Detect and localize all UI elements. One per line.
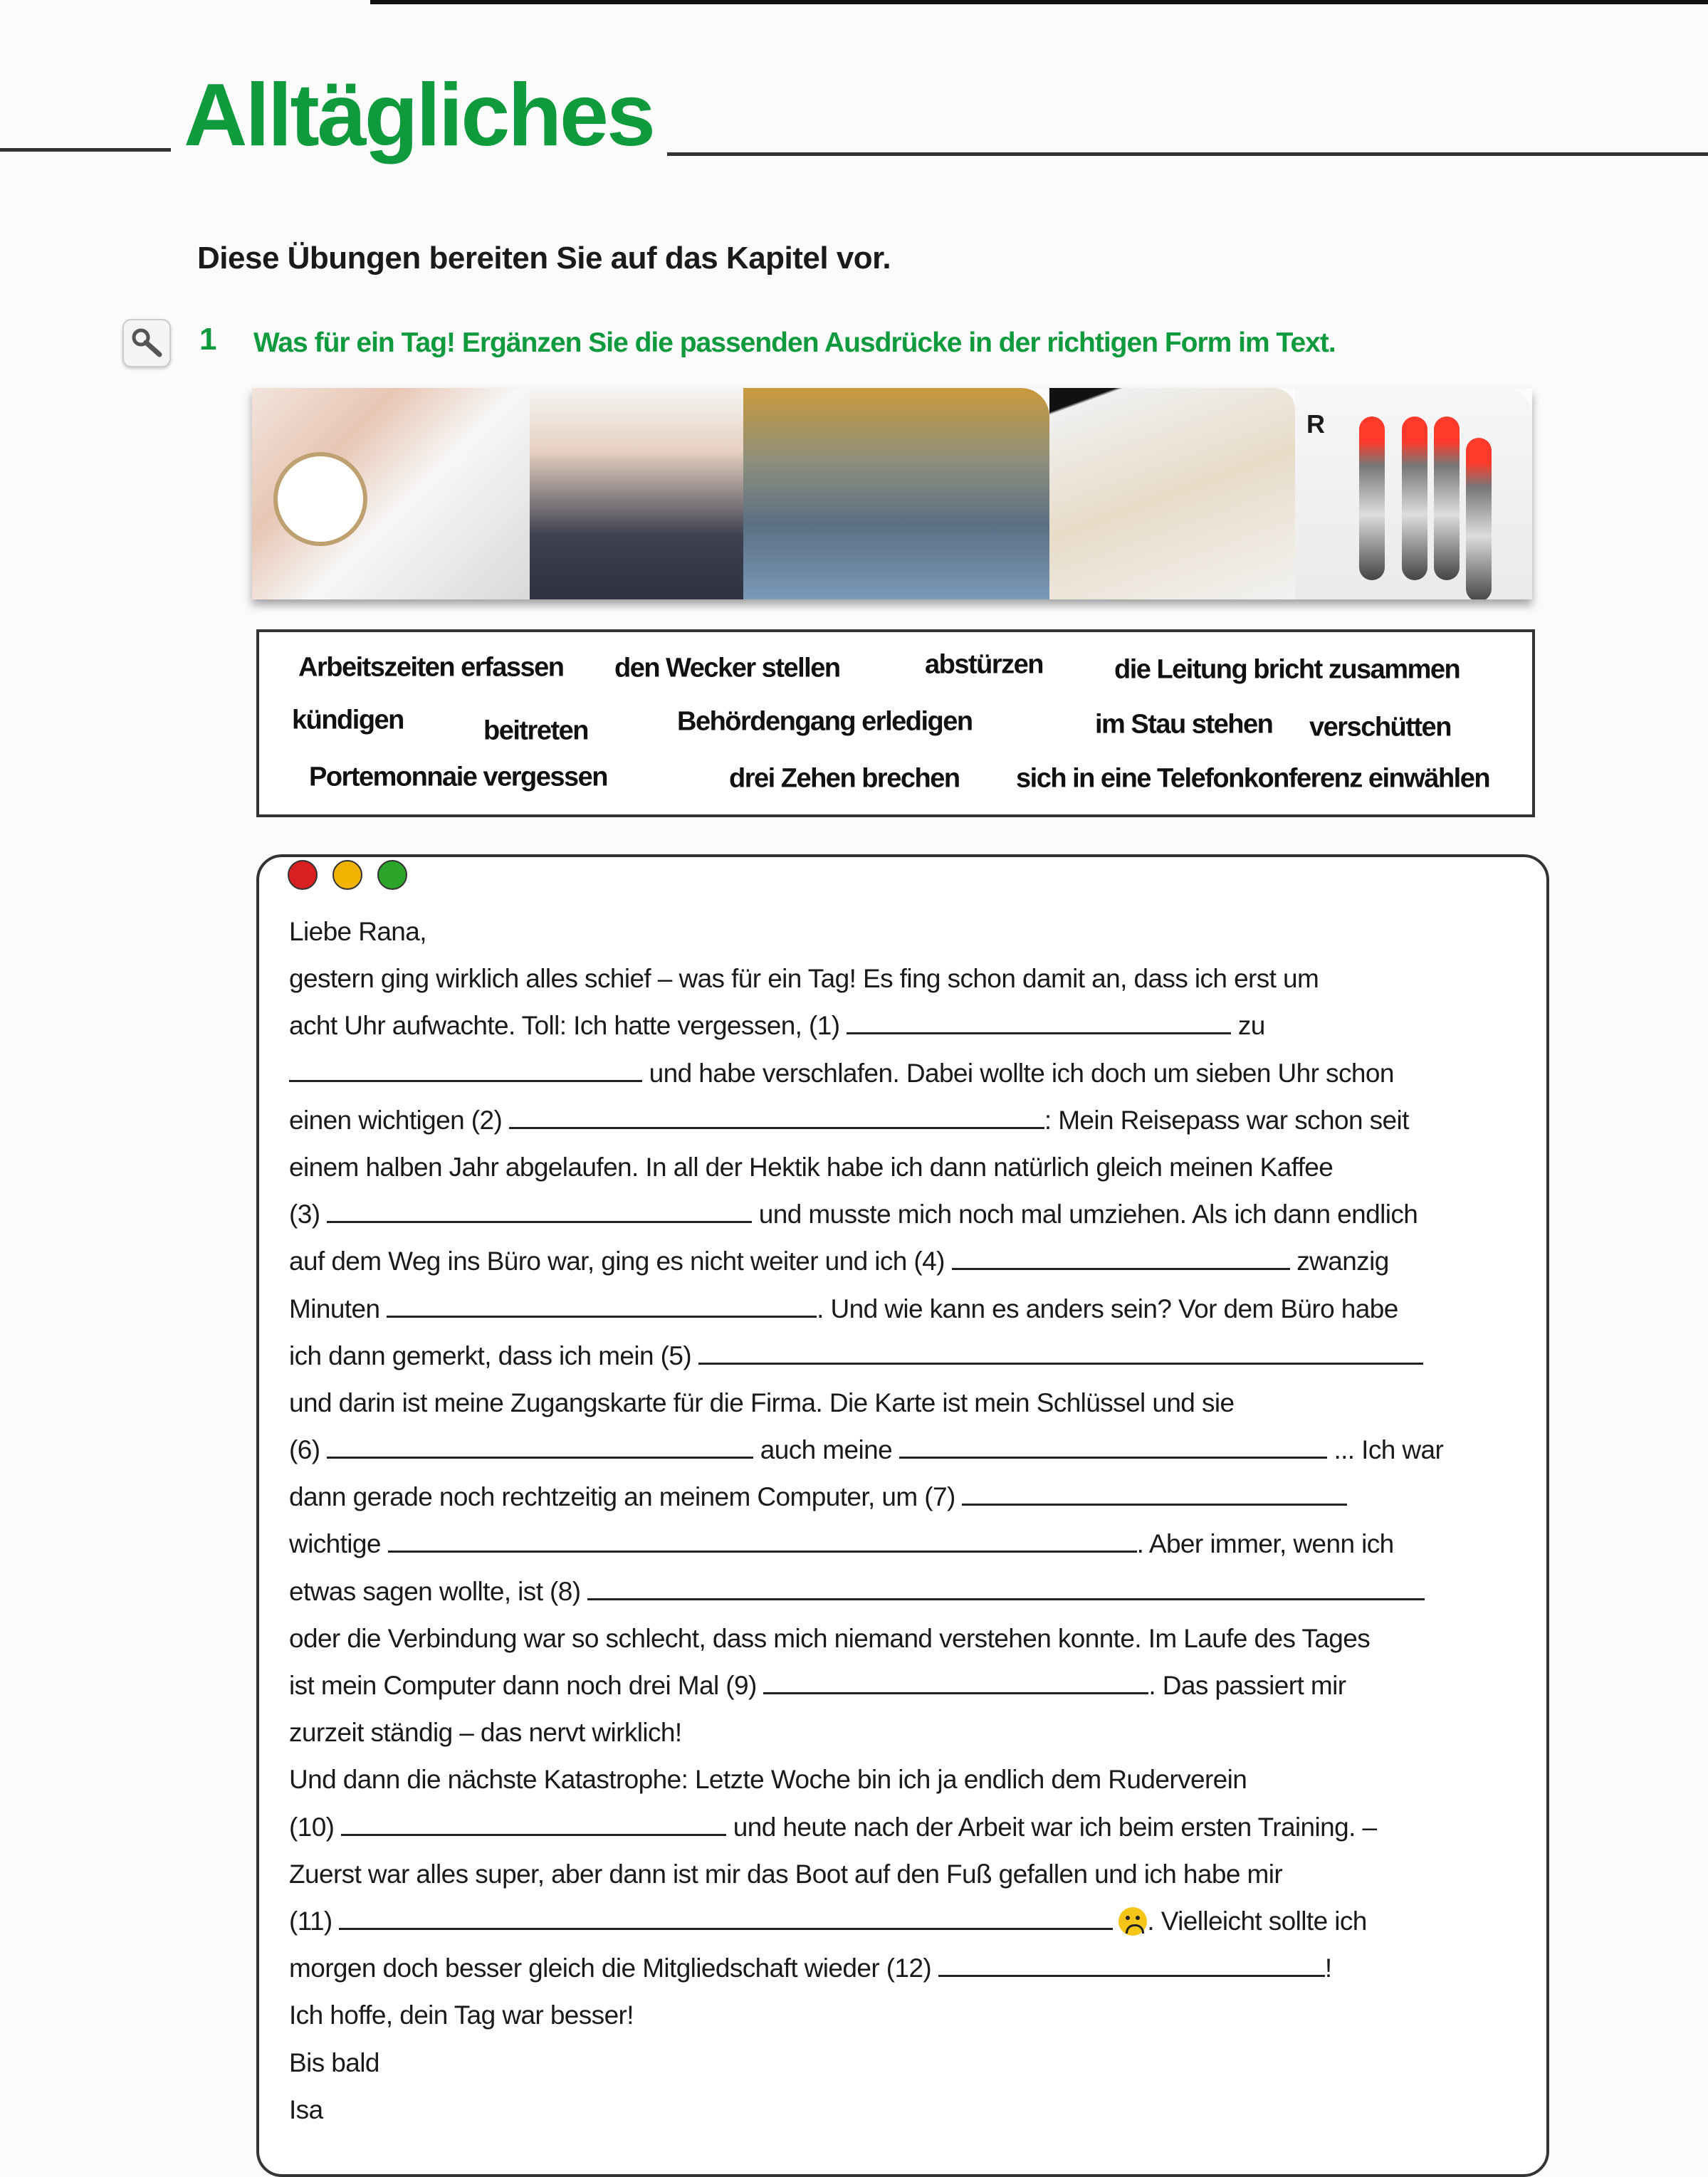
alarm-clock-photo — [252, 388, 530, 599]
letter-text-segment: zu — [1231, 1011, 1265, 1041]
answer-blank[interactable] — [327, 1439, 753, 1459]
letter-text-segment: ist mein Computer dann noch drei Mal (9) — [289, 1671, 764, 1700]
letter-text-segment: auf dem Weg ins Büro war, ging es nicht weiter und ich (4) — [289, 1247, 952, 1276]
letter-line — [289, 1427, 1443, 1474]
letter-line — [289, 1238, 1443, 1285]
foot-xray-photo — [1295, 388, 1532, 599]
letter-line — [289, 1568, 1443, 1615]
letter-text-segment: Bis bald — [289, 2047, 379, 2077]
letter-text-segment: (3) — [289, 1200, 328, 1229]
answer-blank[interactable] — [938, 1958, 1325, 1977]
page-title: Alltägliches — [184, 66, 654, 164]
letter-line — [289, 1191, 1443, 1238]
answer-blank[interactable] — [327, 1204, 752, 1223]
minimize-window-icon[interactable] — [332, 860, 362, 890]
magnifier-icon — [122, 319, 171, 367]
letter-line — [289, 2087, 1443, 2134]
answer-blank[interactable] — [698, 1345, 1423, 1365]
letter-text-segment: einen wichtigen (2) — [289, 1105, 509, 1135]
letter-text-segment: und heute nach der Arbeit war ich beim ersten Training. – — [726, 1812, 1377, 1842]
letter-text-segment: Isa — [289, 2094, 323, 2124]
answer-blank[interactable] — [341, 1817, 726, 1836]
photo-strip — [252, 388, 1532, 599]
letter-text-segment: (6) — [289, 1435, 328, 1465]
traffic-jam-photo — [743, 388, 1049, 599]
letter-text-segment: acht Uhr aufwachte. Toll: Ich hatte vergessen, (1) — [289, 1011, 847, 1041]
word-option: kündigen — [292, 705, 404, 735]
letter-text-segment: zurzeit ständig – das nervt wirklich! — [289, 1718, 682, 1748]
letter-line — [289, 1709, 1443, 1756]
word-option: im Stau stehen — [1095, 709, 1273, 740]
top-border — [370, 0, 1708, 4]
word-option: den Wecker stellen — [614, 653, 840, 683]
answer-blank[interactable] — [388, 1533, 1137, 1553]
letter-line — [289, 1050, 1443, 1097]
letter-line — [289, 1615, 1443, 1662]
letter-text-segment: gestern ging wirklich alles schief – was für ein Tag! Es fing schon damit an, dass ich erst um — [289, 964, 1319, 994]
letter-text-segment: (10) — [289, 1812, 342, 1842]
letter-text-segment: Liebe Rana, — [289, 917, 426, 946]
letter-line — [289, 1898, 1443, 1945]
page-subtitle: Diese Übungen bereiten Sie auf das Kapitel vor. — [197, 241, 891, 276]
letter-text-segment: und musste mich noch mal umziehen. Als ich dann endlich — [752, 1200, 1418, 1229]
word-option: abstürzen — [925, 649, 1043, 680]
letter-text-segment: . Aber immer, wenn ich — [1136, 1529, 1394, 1559]
letter-line — [289, 1851, 1443, 1898]
close-window-icon[interactable] — [288, 860, 318, 890]
answer-blank[interactable] — [289, 1063, 642, 1082]
letter-line — [289, 1756, 1443, 1803]
answer-blank[interactable] — [962, 1486, 1347, 1506]
answer-blank[interactable] — [339, 1911, 1113, 1930]
letter-text-segment: etwas sagen wollte, ist (8) — [289, 1576, 588, 1606]
letter-text-segment: . Und wie kann es anders sein? Vor dem Büro habe — [817, 1294, 1398, 1323]
letter-line — [289, 1002, 1443, 1049]
letter-text-segment: dann gerade noch rechtzeitig an meinem Computer, um (7) — [289, 1482, 963, 1512]
letter-line — [289, 1333, 1443, 1380]
letter-text-segment: . Vielleicht sollte ich — [1147, 1906, 1367, 1936]
letter-text-segment: zwanzig — [1289, 1247, 1389, 1276]
answer-blank[interactable] — [952, 1251, 1290, 1270]
answer-blank[interactable] — [387, 1299, 817, 1318]
xray-label: R — [1306, 409, 1325, 439]
letter-line — [289, 1474, 1443, 1521]
letter-text-segment: ... Ich war — [1326, 1435, 1444, 1465]
woman-coffee-photo — [530, 388, 743, 599]
title-rule-right — [667, 152, 1708, 156]
letter-text-segment: Minuten — [289, 1294, 387, 1323]
letter-text-segment: auch meine — [753, 1435, 899, 1465]
clock-icon — [273, 452, 367, 546]
exercise-number: 1 — [199, 322, 217, 357]
letter-text-segment: und habe verschlafen. Dabei wollte ich doch um sieben Uhr schon — [642, 1058, 1394, 1088]
answer-blank[interactable] — [587, 1581, 1425, 1600]
word-box — [256, 629, 1535, 817]
letter-text-segment: Und dann die nächste Katastrophe: Letzte Woche bin ich ja endlich dem Ruderverein — [289, 1765, 1247, 1795]
letter-line — [289, 1097, 1443, 1144]
exercise-instruction: Was für ein Tag! Ergänzen Sie die passenden Ausdrücke in der richtigen Form im Text. — [253, 327, 1336, 358]
title-rule-left — [0, 148, 171, 152]
letter-line — [289, 1662, 1443, 1709]
word-option: verschütten — [1309, 712, 1451, 743]
letter-line — [289, 1945, 1443, 1992]
frustrated-office-worker-photo — [1049, 388, 1295, 599]
word-option: drei Zehen brechen — [729, 763, 960, 794]
letter-line — [289, 1521, 1443, 1568]
letter-text — [289, 908, 1443, 2134]
answer-blank[interactable] — [899, 1439, 1327, 1459]
letter-line — [289, 955, 1443, 1002]
letter-line — [289, 2040, 1443, 2087]
letter-text-segment: Ich hoffe, dein Tag war besser! — [289, 2000, 634, 2030]
letter-text-segment: wichtige — [289, 1529, 388, 1559]
word-option: beitreten — [483, 715, 588, 746]
letter-text-segment: (11) — [289, 1906, 340, 1936]
answer-blank[interactable] — [509, 1110, 1044, 1129]
sad-face-icon — [1118, 1907, 1147, 1936]
word-option: Arbeitszeiten erfassen — [298, 652, 564, 683]
maximize-window-icon[interactable] — [377, 860, 407, 890]
letter-text-segment: morgen doch besser gleich die Mitgliedschaft wieder (12) — [289, 1953, 938, 1983]
letter-text-segment: ich dann gemerkt, dass ich mein (5) — [289, 1341, 698, 1370]
letter-text-segment: . Das passiert mir — [1148, 1671, 1346, 1700]
letter-text-segment: einem halben Jahr abgelaufen. In all der Hektik habe ich dann natürlich gleich meinen Kaffee — [289, 1152, 1334, 1182]
word-option: Behördengang erledigen — [677, 706, 973, 737]
letter-line — [289, 1144, 1443, 1191]
answer-blank[interactable] — [847, 1015, 1231, 1034]
word-option: sich in eine Telefonkonferenz einwählen — [1016, 763, 1490, 794]
letter-window — [256, 854, 1549, 2177]
word-option: Portemonnaie vergessen — [309, 762, 607, 792]
letter-text-segment: und darin ist meine Zugangskarte für die Firma. Die Karte ist mein Schlüssel und sie — [289, 1387, 1235, 1417]
answer-blank[interactable] — [763, 1675, 1148, 1694]
letter-line — [289, 1804, 1443, 1851]
letter-text-segment: : Mein Reisepass war schon seit — [1044, 1105, 1409, 1135]
letter-line — [289, 1992, 1443, 2039]
letter-line — [289, 908, 1443, 955]
letter-line — [289, 1380, 1443, 1427]
letter-text-segment: oder die Verbindung war so schlecht, dass mich niemand verstehen konnte. Im Laufe des Tages — [289, 1623, 1371, 1653]
letter-text-segment: ! — [1324, 1953, 1332, 1983]
word-option: die Leitung bricht zusammen — [1114, 654, 1460, 685]
letter-text-segment: Zuerst war alles super, aber dann ist mir das Boot auf den Fuß gefallen und ich habe mir — [289, 1859, 1283, 1889]
letter-line — [289, 1286, 1443, 1333]
